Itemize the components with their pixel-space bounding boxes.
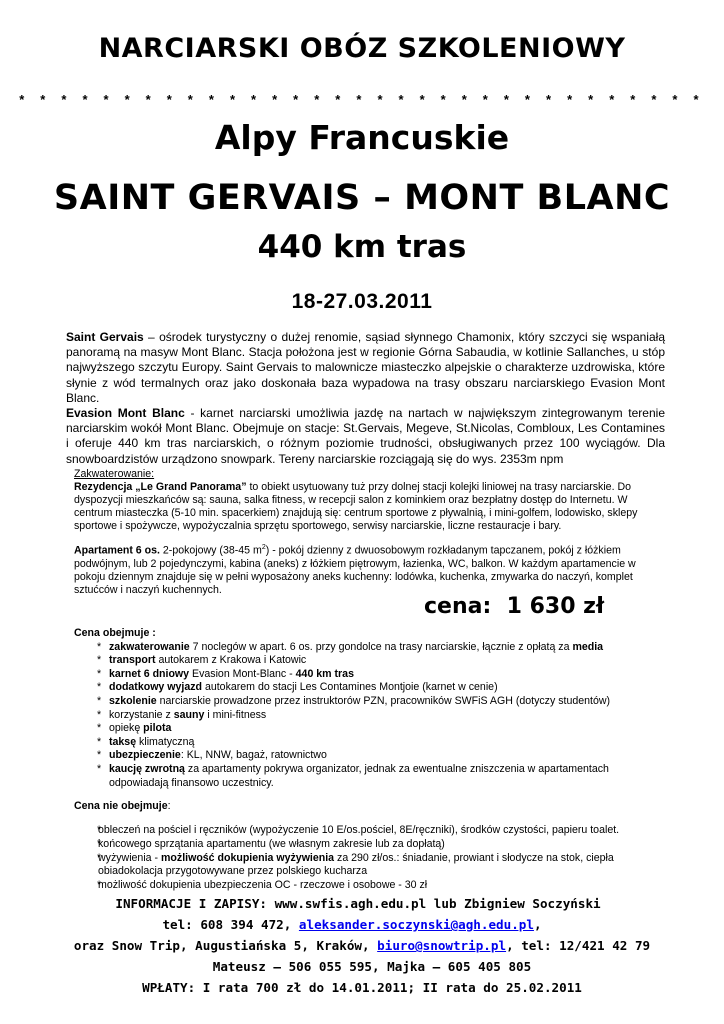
intro-paragraph-saint-gervais [66,330,665,406]
list-item: * końcowego sprzątania apartamentu (we własnym zakresie lub za dopłatą) [74,838,664,852]
residence-text: to obiekt usytuowany tuż przy dolnej stacji kolejki liniowej na trasy narciarskie. Do dyspozycji mieszkańców są: sauna, salka fitness, w recepcji salon z kominkiem oraz bezpłatny dostęp do Internetu. W centrum miasteczka (5-10 min. spacerkiem) znajdują się: centrum sportowe z pływalnią, i mini-golfem, lodowisko, sklepy sportowe i spożywcze, wypożyczalnia sprzętu sportowego, serwisy narciarskie, liczne restauracje i bary. [74,481,638,533]
star-divider: * * * * * * * * * * * * * * * * * * * * * * * * * * * * * * * * * [19,92,705,107]
list-item: * opiekę pilota [74,722,664,736]
residence-name: Rezydencja „Le Grand Panorama” [74,481,247,494]
list-item: * kaucję zwrotną za apartamenty pokrywa organizator, jednak za ewentualne zniszczenia w apartamentach odpowiadają finansowo uczestnicy. [74,763,664,790]
intro-section [66,330,665,467]
contact-line-1: INFORMACJE I ZAPISY: www.swfis.agh.edu.pl lub Zbigniew Soczyński [115,896,601,911]
saint-gervais-text: – ośrodek turystyczny o dużej renomie, sąsiad słynnego Chamonix, który szczyci się wspaniałą panoramą na masyw Mont Blanc. Stacja położona jest w regionie Górna Sabaudia, w kotlinie Sallanches, u stóp najwyższego szczytu Europy. Saint Gervais to malownicze miasteczko alpejskie o charakterze uzdrowiska, które słynie z wód termalnych oraz jako doskonała baza wypadowa na trasy obszaru narciarskiego Evasion Mont Blanc. [66,330,665,405]
tracks-title: 440 km tras [257,229,467,265]
price-label: cena: [424,594,492,619]
email-link-snowtrip[interactable]: biuro@snowtrip.pl [377,938,507,953]
list-item: * korzystanie z sauny i mini-fitness [74,709,664,723]
accommodation-label: Zakwaterowanie: [74,468,155,480]
contact-line-3: oraz Snow Trip, Augustiańska 5, Kraków, biuro@snowtrip.pl, tel: 12/421 42 79 [73,938,651,953]
trip-dates: 18-27.03.2011 [291,290,433,313]
list-item: * karnet 6 dniowy Evasion Mont-Blanc - 440 km tras [74,668,664,682]
list-item: * transport autokarem z Krakowa i Katowic [74,654,664,668]
resort-title: SAINT GERVAIS – MONT BLANC [53,178,671,218]
included-heading: Cena obejmuje : [74,627,156,639]
list-item: * obleczeń na pościel i ręczników (wypożyczenie 10 E/os.pościel, 8E/ręczniki), środków czystości, papieru toalet. [74,824,664,838]
list-item: * dodatkowy wyjazd autokarem do stacji Les Contamines Montjoie (karnet w cenie) [74,681,664,695]
residence-paragraph [74,481,658,533]
apartment-text-b: ) - pokój dzienny z dwuosobowym rozkładanym tapczanem, pokój z łóżkiem podwójnym, lub 2 pojedynczymi, kabina (aneks) z łóżkiem piętrowym, łazienka, WC, balkon. W każdym apartamencie w pokoju dziennym znajduje się w pełni wyposażony aneks kuchenny: lodówka, kuchenka, zmywarka do naczyń, komplet sztućców i naczyń kuchennych. [74,545,636,597]
accommodation-section [74,468,658,597]
apartment-sup: 2 [261,544,266,552]
contact-section [0,893,724,998]
price-block [424,594,604,619]
apartment-name: Apartament 6 os. [74,545,160,557]
list-item: * zakwaterowanie 7 noclegów w apart. 6 os. przy gondolce na trasy narciarskie, łącznie z opłatą za media [74,641,664,655]
contact-line-2: tel: 608 394 472, aleksander.soczynski@agh.edu.pl, [162,917,542,932]
intro-paragraph-evasion [66,406,665,467]
contact-line-4: Mateusz – 506 055 595, Majka – 605 405 805 [212,959,532,974]
email-link-agh[interactable]: aleksander.soczynski@agh.edu.pl [298,917,534,932]
apartment-paragraph [74,541,658,597]
list-item: * taksę klimatyczną [74,736,664,750]
evasion-text: - karnet narciarski umożliwia jazdę na nartach w największym zintegrowanym terenie narciarskim wokół Mont Blanc. Obejmuje on stacje: St.Gervais, Megeve, St.Nicolas, Combloux, Les Contamines i oferuje 440 km tras narciarskich, o różnym poziomie trudności, obsługiwanych przez 100 wyciągów. Dla snowboardzistów urządzono snowpark. Tereny narciarskie rozciągają się do wys. 2353m npm [66,406,665,466]
list-item: * wyżywienia - możliwość dokupienia wyżywienia za 290 zł/os.: śniadanie, prowiant i słodycze na stok, ciepła obiadokolacja przygotowywane przez polskiego kucharza [74,852,664,879]
price-details-section [74,627,664,892]
region-title: Alpy Francuskie [214,118,510,157]
saint-gervais-name: Saint Gervais [66,330,144,344]
camp-title: NARCIARSKI OBÓZ SZKOLENIOWY [98,33,626,64]
price-value: 1 630 zł [506,594,605,619]
list-item: * możliwość dokupienia ubezpieczenia OC - rzeczowe i osobowe - 30 zł [74,879,664,893]
evasion-name: Evasion Mont Blanc [66,406,185,421]
list-item: * szkolenie narciarskie prowadzone przez instruktorów PZN, pracowników SWFiS AGH (dotyczy studentów) [74,695,664,709]
excluded-heading: Cena nie obejmuje: [74,800,171,813]
contact-line-5: WPŁATY: I rata 700 zł do 14.01.2011; II rata do 25.02.2011 [142,980,582,995]
included-list [74,641,664,791]
apartment-text-a: 2-pokojowy (38-45 m [159,545,262,557]
excluded-list [74,824,664,892]
list-item: * ubezpieczenie: KL, NNW, bagaż, ratownictwo [74,749,664,763]
